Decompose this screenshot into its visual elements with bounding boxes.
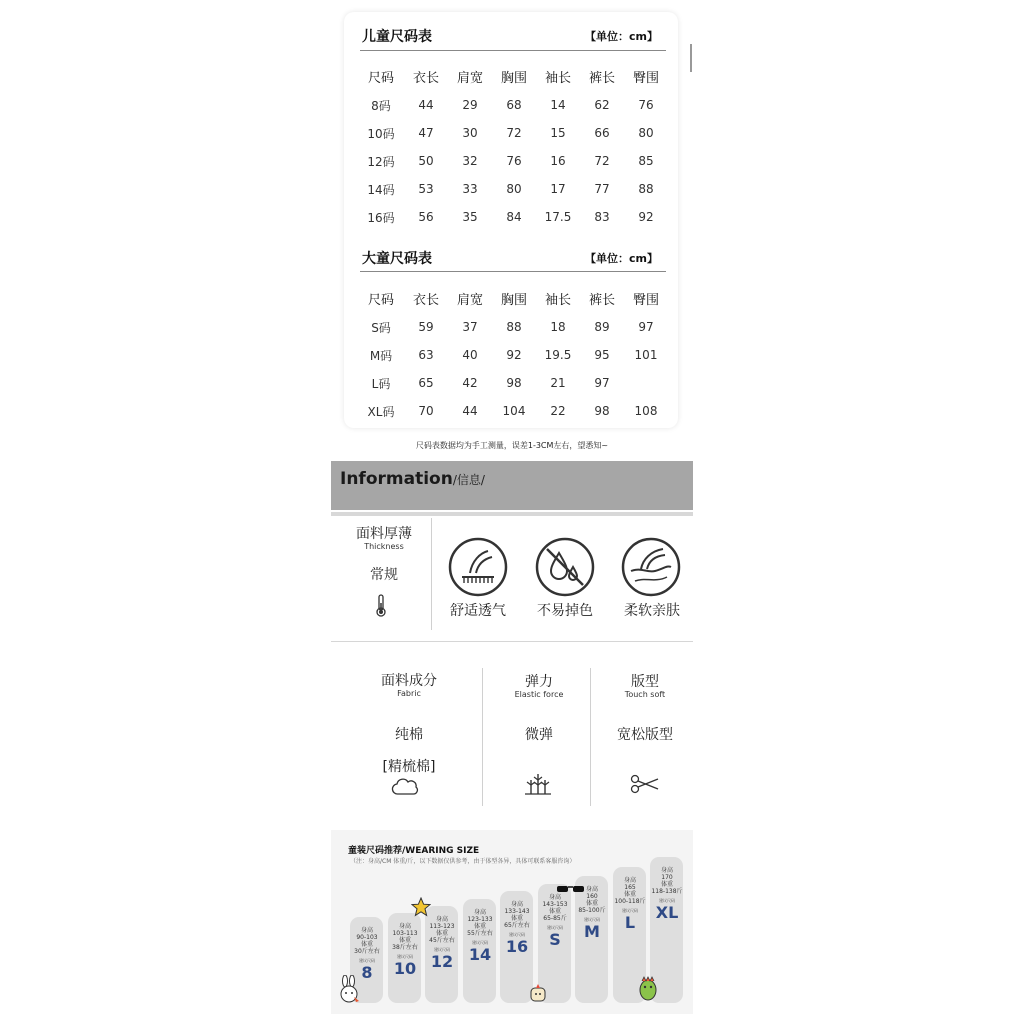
size-pill-height: 身高 90-103	[356, 927, 378, 941]
table-row	[358, 313, 668, 341]
fit-value: 宽松版型	[617, 727, 673, 743]
size-pill-size: M	[584, 922, 600, 941]
size-table-card	[344, 12, 678, 428]
table-cell: 32	[462, 154, 478, 168]
size-pill-suggest: 建议尺码	[659, 898, 675, 903]
size-pill-weight: 体重 30斤左右	[354, 941, 380, 955]
feature-label-colorfast: 不易掉色	[537, 603, 593, 619]
size-pill-suggest: 建议尺码	[547, 925, 563, 930]
scrollbar[interactable]	[690, 44, 692, 72]
measurement-note: 尺码表数据均为手工测量，误差1-3CM左右，望悉知~	[415, 441, 609, 450]
thermometer-icon	[374, 594, 388, 618]
table-cell: 17.5	[544, 210, 572, 224]
star-icon	[411, 897, 431, 917]
size-pill-suggest: 建议尺码	[397, 954, 413, 959]
elastic-label: 弹力	[525, 674, 553, 690]
table-cell: 17	[550, 182, 566, 196]
size-pill-size: 12	[430, 952, 454, 971]
colorfast-icon	[535, 537, 595, 597]
thickness-label-en: Thickness	[364, 542, 404, 551]
table-cell: 10码	[367, 126, 395, 141]
header-cell: 裤长	[588, 292, 615, 308]
header-cell: 袖长	[544, 70, 571, 86]
wheat-icon	[523, 772, 553, 796]
size-pill-weight: 体重 45斤左右	[429, 930, 455, 944]
table-cell: 84	[506, 210, 522, 224]
table-cell: 83	[594, 210, 610, 224]
table-cell: 18	[550, 320, 566, 334]
size-pill-height: 身高 113-123	[429, 916, 455, 930]
header-cell: 肩宽	[456, 292, 483, 308]
size-pill-weight: 体重 55斤左右	[467, 923, 493, 937]
fabric-value-detail: [精梳棉]	[382, 759, 436, 775]
table-row	[358, 119, 668, 147]
fabric-value: 纯棉	[395, 727, 423, 743]
table-cell: 21	[550, 376, 566, 390]
table-cell: 56	[418, 210, 434, 224]
table-cell: 68	[506, 98, 522, 112]
header-cell: 尺码	[367, 70, 394, 86]
header-cell: 肩宽	[456, 70, 483, 86]
size-pill-height: 身高 143-153	[542, 894, 568, 908]
size-pill-suggest: 建议尺码	[584, 917, 600, 922]
wearing-size-note: （注：身高/CM 体重/斤，以下数据仅供参考，由于体型各异，具体可联系客服咨询）	[350, 858, 576, 865]
divider	[331, 512, 693, 516]
elastic-value: 微弹	[525, 727, 553, 743]
table-cell: L码	[371, 376, 391, 391]
table-cell: 92	[638, 210, 654, 224]
table-cell: 35	[462, 210, 478, 224]
table-cell: 95	[594, 348, 610, 362]
header-cell: 臀围	[632, 70, 659, 86]
size-pill-suggest: 建议尺码	[622, 908, 638, 913]
table-cell: 30	[462, 126, 478, 140]
table-cell: 62	[594, 98, 610, 112]
divider	[360, 271, 666, 272]
table-cell: XL码	[367, 404, 395, 419]
header-cell: 袖长	[544, 292, 571, 308]
header-cell: 胸围	[500, 70, 527, 86]
size-pill-size: S	[549, 930, 561, 949]
kids-size-table	[358, 61, 668, 231]
header-cell: 臀围	[632, 292, 659, 308]
table-row	[358, 397, 668, 425]
table-cell: 42	[462, 376, 478, 390]
table-cell: 72	[506, 126, 522, 140]
table-cell: 70	[418, 404, 434, 418]
feature-label-soft: 柔软亲肤	[624, 603, 680, 619]
info-title	[340, 469, 485, 489]
size-pill-suggest: 建议尺码	[359, 958, 375, 963]
fit-label-en: Touch soft	[624, 690, 666, 699]
header-cell: 裤长	[588, 70, 615, 86]
size-pill-suggest: 建议尺码	[434, 947, 450, 952]
table-cell: 44	[418, 98, 434, 112]
table-header	[358, 283, 668, 313]
size-pill-weight: 体重 100-118斤	[614, 891, 646, 905]
table-cell: 44	[462, 404, 478, 418]
kids-table-title: 儿童尺码表	[362, 29, 432, 45]
table-cell: 76	[506, 154, 522, 168]
cloud-icon	[391, 777, 419, 797]
table-cell: 16	[550, 154, 566, 168]
fabric-label: 面料成分	[381, 673, 437, 689]
table-cell: 80	[506, 182, 522, 196]
table-cell: 85	[638, 154, 654, 168]
thickness-label: 面料厚薄	[356, 526, 412, 542]
table-cell: 16码	[367, 210, 395, 225]
divider	[331, 641, 693, 642]
table-row	[358, 175, 668, 203]
table-cell: 92	[506, 348, 522, 362]
big-kids-size-table	[358, 283, 668, 425]
table-header	[358, 61, 668, 91]
divider	[590, 668, 591, 806]
header-cell: 胸围	[500, 292, 527, 308]
header-cell: 尺码	[367, 292, 394, 308]
size-pill-size: XL	[655, 903, 679, 922]
table-cell: 101	[634, 348, 658, 362]
table-cell: 97	[638, 320, 654, 334]
table-cell: 59	[418, 320, 434, 334]
table-cell: 65	[418, 376, 434, 390]
table-row	[358, 369, 668, 397]
table-cell: 108	[634, 404, 658, 418]
divider	[482, 668, 483, 806]
info-subtitle: /信息/	[452, 473, 485, 487]
fit-label: 版型	[631, 674, 659, 690]
header-cell: 衣长	[412, 70, 439, 86]
thickness-value: 常规	[370, 567, 398, 583]
table-cell: 29	[462, 98, 478, 112]
dinosaur-icon	[636, 975, 660, 1001]
breathable-icon	[448, 537, 508, 597]
table-cell: 66	[594, 126, 610, 140]
table-cell: 19.5	[544, 348, 572, 362]
size-pill-suggest: 建议尺码	[472, 940, 488, 945]
size-pill-height: 身高 133-143	[504, 901, 530, 915]
table-cell: 104	[502, 404, 526, 418]
size-pill-weight: 体重 65斤左右	[504, 915, 530, 929]
table-row	[358, 341, 668, 369]
size-pill-height: 身高 103-113	[392, 923, 418, 937]
table-cell: 72	[594, 154, 610, 168]
table-cell: 15	[550, 126, 566, 140]
size-pill-size: 8	[361, 963, 373, 982]
table-cell: 33	[462, 182, 478, 196]
table-cell: 98	[506, 376, 522, 390]
table-cell: 98	[594, 404, 610, 418]
fabric-label-en: Fabric	[397, 689, 421, 698]
size-pill-weight: 体重 118-138斤	[651, 881, 683, 895]
size-pill-weight: 体重 65-85斤	[543, 908, 567, 922]
size-pill-weight: 体重 38斤左右	[392, 937, 418, 951]
big-kids-table-title: 大童尺码表	[362, 251, 432, 267]
divider	[431, 518, 432, 630]
size-pill-size: 14	[468, 945, 492, 964]
table-cell: 22	[550, 404, 566, 418]
wearing-size-title: 童装尺码推荐/WEARING SIZE	[348, 846, 480, 856]
size-pill-size: 16	[505, 937, 529, 956]
size-pill-height: 身高 160	[585, 886, 598, 900]
table-cell: S码	[371, 320, 391, 335]
bunny-icon	[338, 975, 360, 1003]
size-pill-weight: 体重 85-100斤	[578, 900, 606, 914]
sunglasses-icon	[556, 884, 586, 894]
header-cell: 衣长	[412, 292, 439, 308]
size-pill-size: 10	[393, 959, 417, 978]
table-cell: 53	[418, 182, 434, 196]
table-cell: 77	[594, 182, 610, 196]
elastic-label-en: Elastic force	[514, 690, 564, 699]
table-cell: 63	[418, 348, 434, 362]
table-cell: M码	[369, 348, 393, 363]
table-row	[358, 203, 668, 231]
table-cell: 47	[418, 126, 434, 140]
size-pill-height: 身高 123-133	[467, 909, 493, 923]
table-cell: 14码	[367, 182, 395, 197]
size-pill-size: L	[624, 913, 636, 932]
table-cell: 14	[550, 98, 566, 112]
table-cell: 88	[506, 320, 522, 334]
divider	[360, 50, 666, 51]
table-cell: 40	[462, 348, 478, 362]
table-cell: 76	[638, 98, 654, 112]
soft-skin-icon	[621, 537, 681, 597]
table-row	[358, 147, 668, 175]
table-cell: 89	[594, 320, 610, 334]
size-pill-suggest: 建议尺码	[509, 932, 525, 937]
table-cell: 50	[418, 154, 434, 168]
scissors-icon	[630, 774, 660, 794]
table-cell: 37	[462, 320, 478, 334]
table-row	[358, 91, 668, 119]
table-cell: 12码	[367, 154, 395, 169]
big-kids-table-unit: 【单位：cm】	[585, 252, 658, 265]
size-pill-height: 身高 170	[660, 867, 673, 881]
table-cell: 80	[638, 126, 654, 140]
size-pill-height: 身高 165	[623, 877, 636, 891]
table-cell: 88	[638, 182, 654, 196]
toast-icon	[528, 983, 548, 1003]
feature-label-breathable: 舒适透气	[450, 603, 506, 619]
table-cell: 8码	[371, 98, 391, 113]
kids-table-unit: 【单位：cm】	[585, 30, 658, 43]
table-cell: 97	[594, 376, 610, 390]
info-title-text: Information	[340, 469, 453, 489]
